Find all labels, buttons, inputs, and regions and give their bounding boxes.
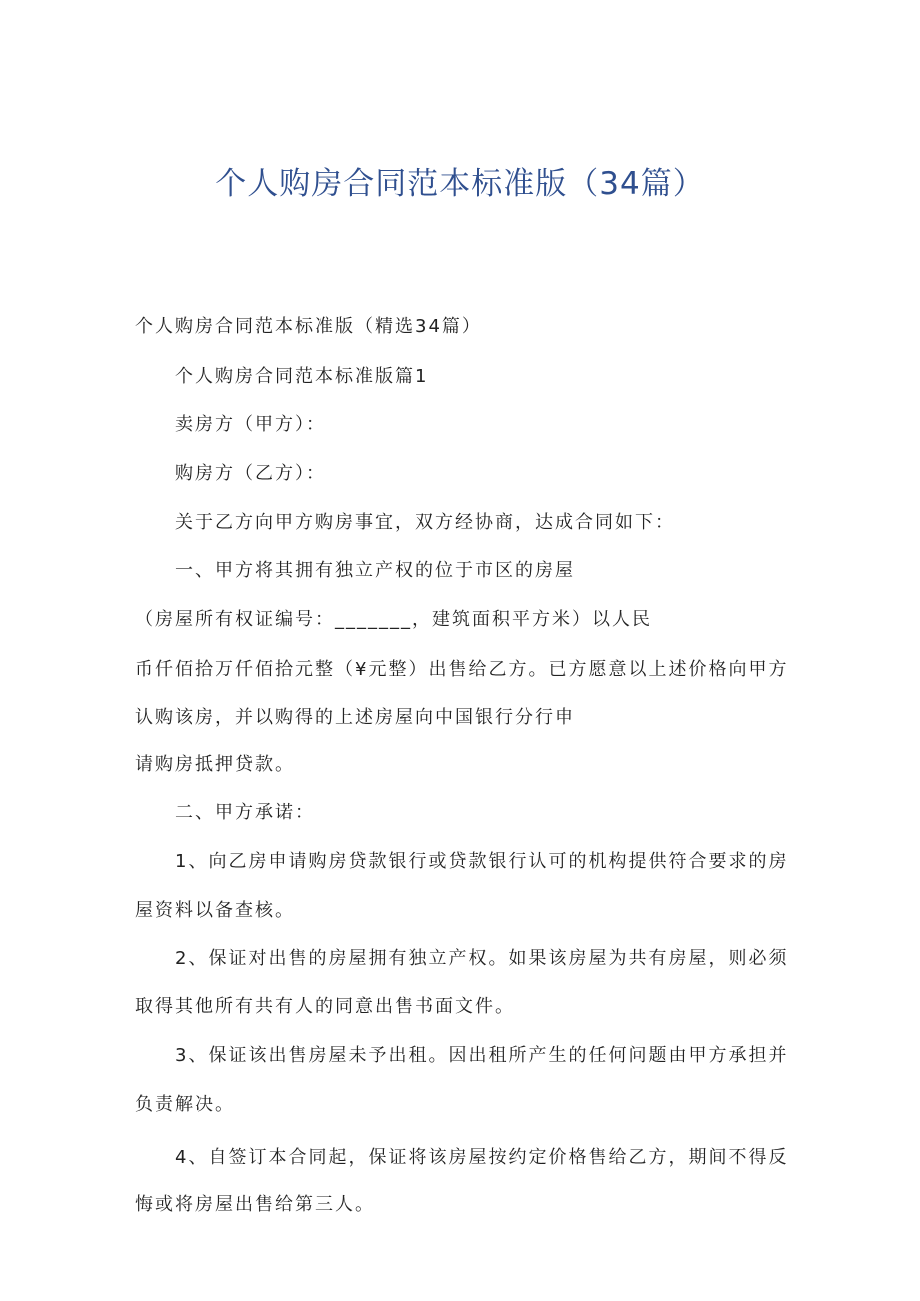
paragraph-line: 关于乙方向甲方购房事宜，双方经协商，达成合同如下： <box>175 512 675 533</box>
paragraph-line: 请购房抵押贷款。 <box>135 754 295 775</box>
list-item-line: 负责解决。 <box>135 1094 235 1115</box>
list-item-line: 悔或将房屋出售给第三人。 <box>135 1194 375 1215</box>
list-item-line: 1、向乙房申请购房贷款银行或贷款银行认可的机构提供符合要求的房 <box>175 851 789 872</box>
list-item-line: 2、保证对出售的房屋拥有独立产权。如果该房屋为共有房屋，则必须 <box>175 948 789 969</box>
list-item-line: 屋资料以备查核。 <box>135 900 295 921</box>
paragraph-line: 币仟佰拾万仟佰拾元整（¥元整）出售给乙方。已方愿意以上述价格向甲方 <box>135 659 789 680</box>
section-heading: 个人购房合同范本标准版篇1 <box>175 366 429 387</box>
paragraph-line: （房屋所有权证编号：_______，建筑面积平方米）以人民 <box>135 609 652 630</box>
buyer-line: 购房方（乙方）： <box>175 463 326 484</box>
list-item-line: 4、自签订本合同起，保证将该房屋按约定价格售给乙方，期间不得反 <box>175 1147 789 1168</box>
list-item-line: 3、保证该出售房屋未予出租。因出租所产生的任何问题由甲方承担并 <box>175 1045 789 1066</box>
section-heading: 二、甲方承诺： <box>175 802 315 823</box>
list-item-line: 取得其他所有共有人的同意出售书面文件。 <box>135 996 515 1017</box>
paragraph-line: 认购该房，并以购得的上述房屋向中国银行分行申 <box>135 707 575 728</box>
subtitle-line: 个人购房合同范本标准版（精选34篇） <box>135 316 482 337</box>
seller-line: 卖房方（甲方）： <box>175 414 326 435</box>
document-title: 个人购房合同范本标准版（34篇） <box>215 166 705 202</box>
paragraph-line: 一、甲方将其拥有独立产权的位于市区的房屋 <box>175 560 575 581</box>
